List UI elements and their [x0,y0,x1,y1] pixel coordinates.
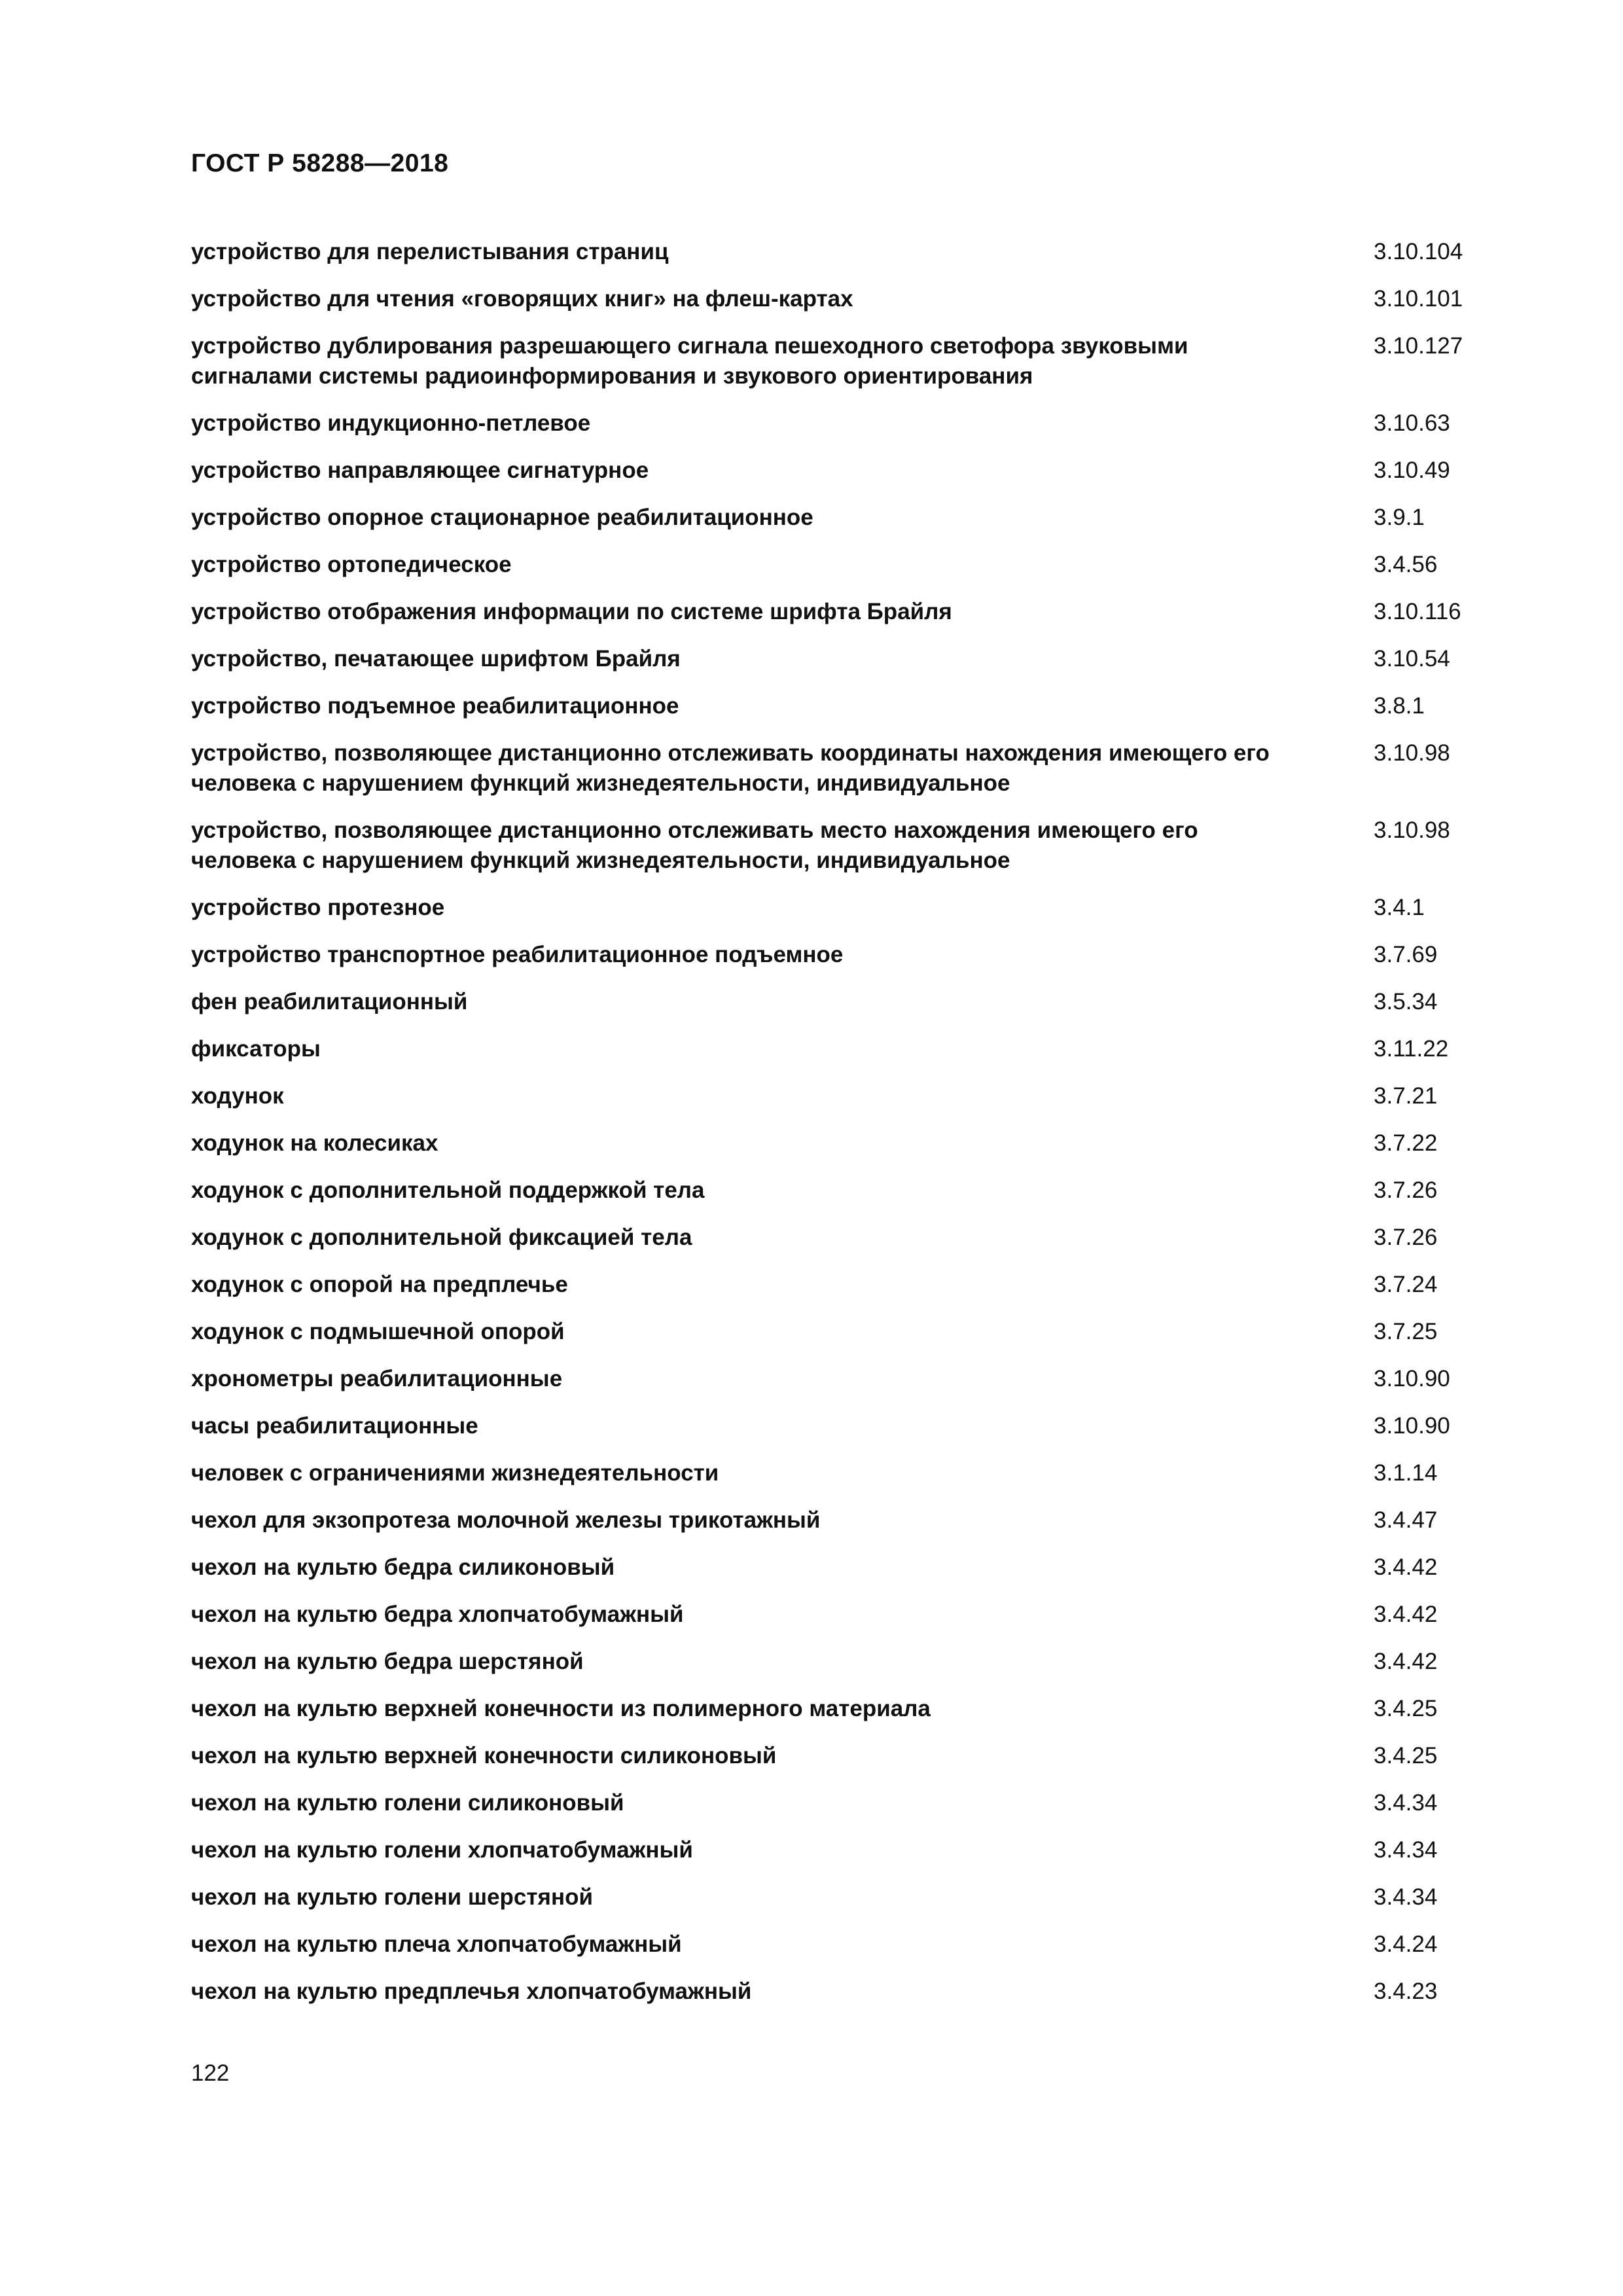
index-term: устройство, печатающее шрифтом Брайля [191,646,681,672]
index-reference: 3.11.22 [1374,1036,1449,1062]
index-reference: 3.4.34 [1374,1837,1438,1863]
index-reference: 3.4.47 [1374,1507,1438,1533]
index-reference: 3.4.42 [1374,1649,1438,1674]
index-reference: 3.10.127 [1374,333,1463,359]
index-entry [191,503,1487,533]
index-term: чехол на культю голени хлопчатобумажный [191,1837,693,1863]
index-term: чехол на культю бедра шерстяной [191,1649,584,1674]
index-entry [191,1694,1487,1724]
index-entry [191,940,1487,970]
index-term: чехол на культю бедра хлопчатобумажный [191,1602,684,1627]
index-term: устройство для перелистывания страниц [191,239,669,264]
index-entry [191,1600,1487,1630]
index-entry [191,1223,1487,1253]
index-entry [191,1317,1487,1347]
index-term: ходунок на колесиках [191,1130,438,1156]
index-term: фен реабилитационный [191,989,468,1014]
index-entry [191,1788,1487,1818]
index-reference: 3.4.34 [1374,1790,1438,1816]
index-entry [191,1929,1487,1960]
index-reference: 3.4.1 [1374,895,1425,920]
index-entry [191,1647,1487,1677]
index-entry [191,456,1487,486]
index-entry [191,691,1487,721]
index-reference: 3.9.1 [1374,505,1425,530]
index-reference: 3.7.24 [1374,1272,1438,1297]
index-entry [191,1270,1487,1300]
index-reference: 3.4.23 [1374,1979,1438,2004]
index-term: чехол на культю плеча хлопчатобумажный [191,1931,682,1957]
index-entry [191,738,1487,798]
index-reference: 3.5.34 [1374,989,1438,1014]
index-reference: 3.4.42 [1374,1602,1438,1627]
index-reference: 3.10.54 [1374,646,1450,672]
index-term: ходунок [191,1083,284,1109]
index-reference: 3.7.22 [1374,1130,1438,1156]
index-entry [191,1882,1487,1912]
index-entry [191,408,1487,439]
index-term: устройство подъемное реабилитационное [191,693,679,719]
index-reference: 3.4.25 [1374,1743,1438,1768]
index-reference: 3.4.24 [1374,1931,1438,1957]
index-term: устройство отображения информации по системе шрифта Брайля [191,599,952,624]
index-reference: 3.10.90 [1374,1366,1450,1391]
index-reference: 3.4.42 [1374,1554,1438,1580]
page-number: 122 [191,2060,230,2086]
index-entry [191,1505,1487,1535]
index-term: ходунок с опорой на предплечье [191,1272,568,1297]
index-reference: 3.1.14 [1374,1460,1438,1486]
index-entry [191,987,1487,1017]
index-reference: 3.4.34 [1374,1884,1438,1910]
index-term: устройство для чтения «говорящих книг» на флеш-картах [191,286,853,312]
index-entry [191,644,1487,674]
index-term: чехол на культю бедра силиконовый [191,1554,615,1580]
index-term: устройство индукционно-петлевое [191,410,591,436]
index-term: чехол на культю предплечья хлопчатобумажный [191,1979,752,2004]
index-reference: 3.10.63 [1374,410,1450,436]
index-reference: 3.7.25 [1374,1319,1438,1344]
index-reference: 3.10.90 [1374,1413,1450,1439]
index-entry [191,331,1487,391]
index-reference: 3.10.104 [1374,239,1463,264]
index-entry [191,237,1487,267]
index-reference: 3.10.101 [1374,286,1463,312]
index-entry [191,1128,1487,1158]
index-entry [191,1411,1487,1441]
index-reference: 3.10.49 [1374,457,1450,483]
index-entry [191,284,1487,314]
index-term: устройство направляющее сигнатурное [191,457,649,483]
index-term: фиксаторы [191,1036,321,1062]
index-term: чехол для экзопротеза молочной железы трикотажный [191,1507,821,1533]
index-reference: 3.7.21 [1374,1083,1438,1109]
index-reference: 3.10.98 [1374,817,1450,843]
index-reference: 3.10.116 [1374,599,1461,624]
index-entry [191,1977,1487,2007]
index-term: часы реабилитационные [191,1413,478,1439]
index-term: ходунок с дополнительной фиксацией тела [191,1225,692,1250]
index-reference: 3.7.26 [1374,1177,1438,1203]
index-term: устройство опорное стационарное реабилитационное [191,505,813,530]
index-term: ходунок с дополнительной поддержкой тела [191,1177,705,1203]
index-term: чехол на культю голени шерстяной [191,1884,593,1910]
index-term: устройство, позволяющее дистанционно отслеживать координаты нахождения имеющего его человека с нарушением функций жизнедеятельности, индивидуальное [191,740,1270,796]
index-entry [191,597,1487,627]
index-reference: 3.7.26 [1374,1225,1438,1250]
index-term: устройство дублирования разрешающего сигнала пешеходного светофора звуковыми сигналами системы радиоинформирования и звукового ориентирования [191,333,1188,389]
index-entry [191,893,1487,923]
index-entry [191,1364,1487,1394]
index-term: устройство транспортное реабилитационное подъемное [191,942,844,967]
index-entry [191,1081,1487,1111]
index-term: устройство протезное [191,895,445,920]
index-entry [191,1552,1487,1583]
index-term: хронометры реабилитационные [191,1366,563,1391]
alphabetical-index [191,237,1487,2024]
index-entry [191,1175,1487,1206]
index-term: ходунок с подмышечной опорой [191,1319,565,1344]
document-header: ГОСТ Р 58288—2018 [191,149,449,177]
index-term: человек с ограничениями жизнедеятельности [191,1460,719,1486]
index-term: устройство ортопедическое [191,552,512,577]
index-reference: 3.10.98 [1374,740,1450,766]
index-reference: 3.8.1 [1374,693,1425,719]
index-entry [191,1835,1487,1865]
index-entry [191,1741,1487,1771]
index-reference: 3.7.69 [1374,942,1438,967]
index-entry [191,1034,1487,1064]
index-term: чехол на культю верхней конечности из полимерного материала [191,1696,931,1721]
index-term: устройство, позволяющее дистанционно отслеживать место нахождения имеющего его человека с нарушением функций жизнедеятельности, индивидуальное [191,817,1198,873]
index-entry [191,816,1487,876]
index-entry [191,550,1487,580]
index-term: чехол на культю верхней конечности силиконовый [191,1743,777,1768]
index-entry [191,1458,1487,1488]
index-reference: 3.4.56 [1374,552,1438,577]
index-reference: 3.4.25 [1374,1696,1438,1721]
index-term: чехол на культю голени силиконовый [191,1790,624,1816]
